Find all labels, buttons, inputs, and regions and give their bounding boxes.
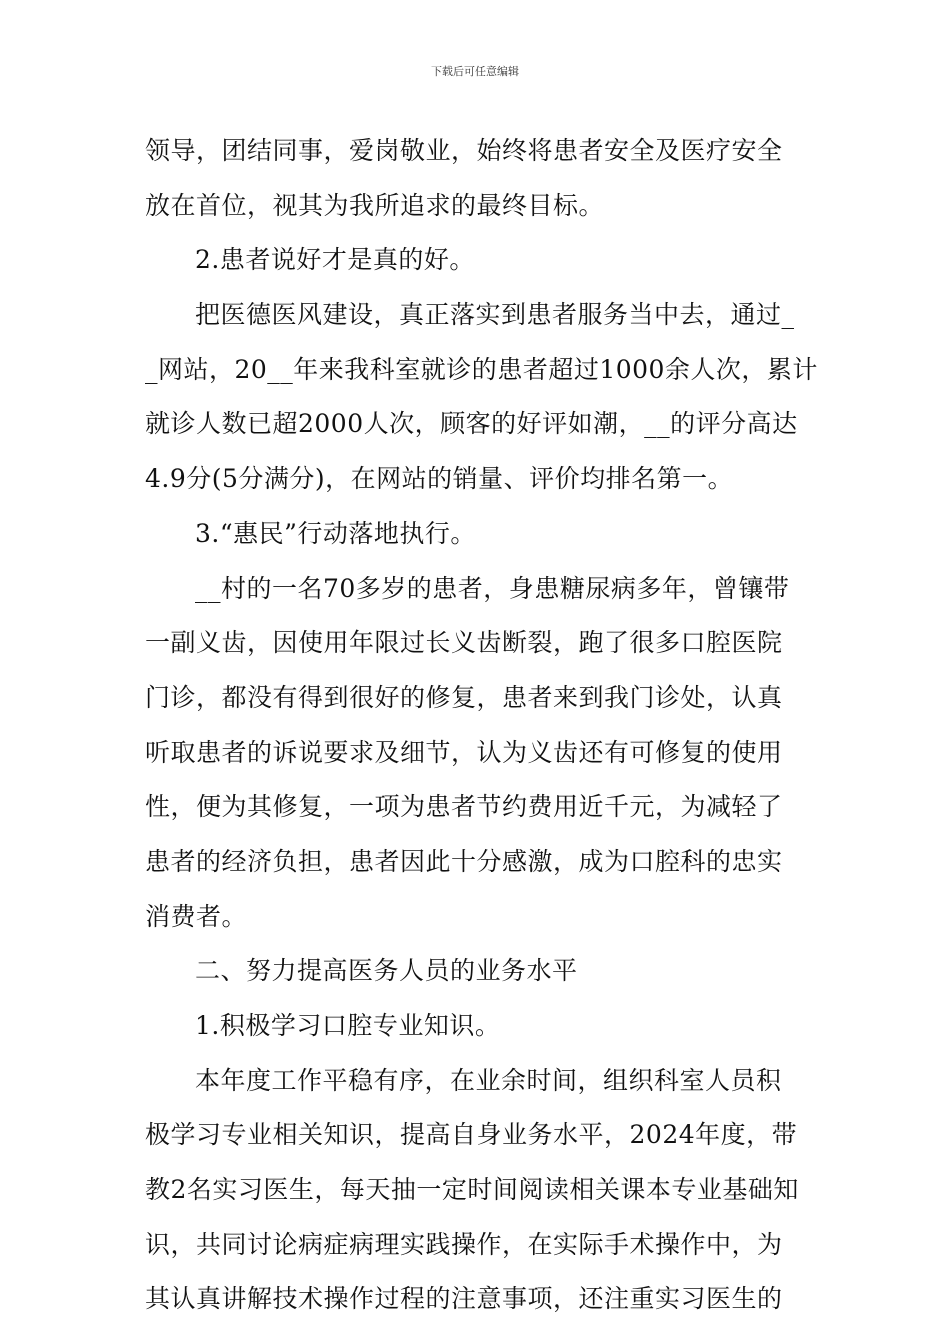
paragraph-line: __村的一名70多岁的患者，身患糖尿病多年，曾镶带 [195, 573, 790, 603]
paragraph-line: 识，共同讨论病症病理实践操作，在实际手术操作中，为 [145, 1229, 783, 1259]
paragraph-line: 消费者。 [145, 901, 248, 931]
paragraph-line: 极学习专业相关知识，提高自身业务水平，2024年度，带 [145, 1120, 798, 1150]
paragraph-line: 一副义齿，因使用年限过长义齿断裂，跑了很多口腔医院 [145, 628, 783, 658]
paragraph-line: 4.9分(5分满分)，在网站的销量、评价均排名第一。 [145, 464, 734, 494]
paragraph-line: 教2名实习医生，每天抽一定时间阅读相关课本专业基础知 [145, 1175, 799, 1205]
paragraph-line: 性，便为其修复，一项为患者节约费用近千元，为减轻了 [145, 792, 783, 822]
section-heading: 3.“惠民”行动落地执行。 [195, 518, 476, 548]
section-heading: 1.积极学习口腔专业知识。 [195, 1011, 501, 1040]
section-heading: 二、努力提高医务人员的业务水平 [195, 956, 578, 986]
paragraph-line: 其认真讲解技术操作过程的注意事项，还注重实习医生的 [145, 1284, 783, 1314]
paragraph-line: 把医德医风建设，真正落实到患者服务当中去，通过_ [195, 300, 795, 330]
paragraph-line: 放在首位，视其为我所追求的最终目标。 [145, 190, 605, 220]
paragraph-line: 听取患者的诉说要求及细节，认为义齿还有可修复的使用 [145, 737, 783, 767]
paragraph-line: 就诊人数已超2000人次，顾客的好评如潮，__的评分高达 [145, 409, 798, 439]
section-heading: 2.患者说好才是真的好。 [195, 245, 475, 275]
page-header: 下载后可任意编辑 [431, 65, 519, 78]
paragraph-line: 门诊，都没有得到很好的修复，患者来到我门诊处，认真 [145, 682, 783, 712]
paragraph-line: 患者的经济负担，患者因此十分感激，成为口腔科的忠实 [145, 846, 783, 876]
paragraph-line: 领导，团结同事，爱岗敬业，始终将患者安全及医疗安全 [145, 136, 783, 165]
paragraph-line: 本年度工作平稳有序，在业余时间，组织科室人员积 [195, 1065, 782, 1095]
document-body [145, 124, 818, 1327]
paragraph-line: _网站，20__年来我科室就诊的患者超过1000余人次，累计 [145, 354, 818, 384]
